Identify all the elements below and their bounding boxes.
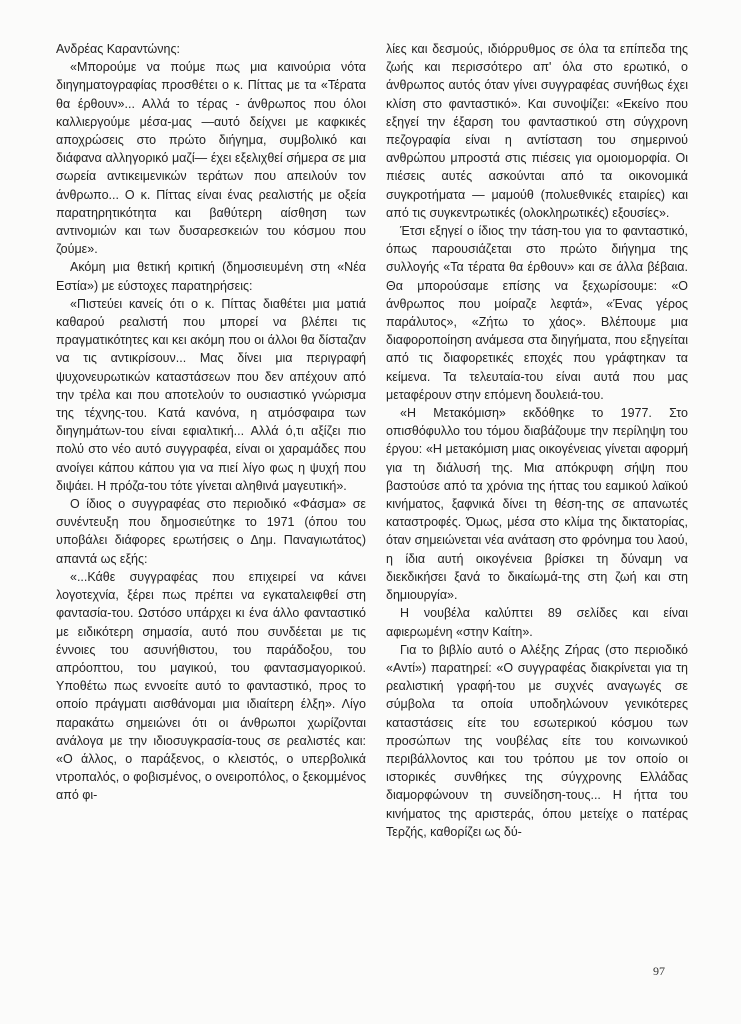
- paragraph: Ακόμη μια θετική κριτική (δημοσιευμένη στη «Νέα Εστία») με εύστοχες παρατηρήσεις:: [56, 260, 366, 293]
- page-number: 97: [653, 964, 665, 978]
- right-column: [386, 40, 688, 841]
- paragraph: «Πιστεύει κανείς ότι ο κ. Πίττας διαθέτει μια ματιά καθαρού ρεαλιστή που μπορεί να βλέπει τις πραγματικότητες και κει ακόμη που οι άλλοι θα δίσταζαν να τις αντικρίσουν... Μας δίνει μια περιγραφή ψυχονευρωτικών καταστάσεων που δεν απέχουν από την τρέλα και που αποτελούν το ουσιαστικό γνώρισμα της τέχνης-του. Κατά κανόνα, η ατμόσφαιρα των διηγημάτων-του είναι εφιαλτική... Αλλά ό,τι αξίζει πιο πολύ στο νέο αυτό συγγραφέα, είναι οι χαραμάδες που ανοίγει κάπου κάπου για να πιεί λίγο φως η ψυχή που διψάει. Η πρόζα-του τότε γίνεται αληθινά μαγευτική».: [56, 296, 366, 493]
- paragraph: Η νουβέλα καλύπτει 89 σελίδες και είναι αφιερωμένη «στην Καίτη».: [386, 606, 688, 639]
- paragraph: Έτσι εξηγεί ο ίδιος την τάση-του για το φανταστικό, όπως παρουσιάζεται στο πρώτο διήγημα της συλλογής «Τα τέρατα θα έρθουν» και σε άλλα βέβαια. Θα μπορούσαμε επίσης να ξεχωρίσουμε: «Ο άνθρωπος που μοίραζε λεφτά», «Ένας γέρος παράλυτος», «Ζήτω το χάος». Βλέπουμε μια διαφοροποίηση ανάμεσα στα διηγήματα, που εξηγείται από τις διαφορετικές εποχές που γράφτηκαν τα κείμενα. Τα τελευταία-του είναι αυτά που μας μεταφέρουν στην επόμενη δουλειά-του.: [386, 224, 688, 402]
- paragraph: «Μπορούμε να πούμε πως μια καινούρια νότα διηγηματογραφίας προσθέτει ο κ. Πίττας με τα «Τέρατα θα έρθουν»... Αλλά το τέρας - άνθρωπος που όλοι καλλιεργούμε μέσα-μας —αυτό δείχνει με καφκικές αποχρώσεις στο πρώτο διήγημα, συμβολικό και διάφανα αλληγορικό μαζί— έχει εξελιχθεί σήμερα σε μια σωρεία αντικειμενικών τεράτων που απειλούν τον άνθρωπο... Ο κ. Πίττας είναι ένας ρεαλιστής με οξεία παρατηρητικότητα και βαθύτερη αίσθηση των αντινομιών και των δυσαρεσκειών του κόσμου που ζούμε».: [56, 60, 366, 257]
- paragraph: Ο ίδιος ο συγγραφέας στο περιοδικό «Φάσμα» σε συνέντευξη που δημοσιεύτηκε το 1971 (όπου του υποβάλει διάφορες ερωτήσεις ο Δημ. Παναγιωτάτος) απαντά ως εξής:: [56, 497, 366, 566]
- left-column: [56, 40, 366, 805]
- paragraph: λίες και δεσμούς, ιδιόρρυθμος σε όλα τα επίπεδα της ζωής και περισσότερο απ' όλα στο ερωτικό, ο άνθρωπος αυτός όταν γίνει συγγραφέας συνήθως έχει κλίση στο φανταστικό». Και συνοψίζει: «Εκείνο που εξηγεί την έξαρση του φανταστικού στη σύγχρονη πεζογραφία είναι η αντίσταση του σημερινού ανθρώπου μπροστά στις πιέσεις για ομοιομορφία. Οι πιέσεις αυτές ασκούνται από τα οικονομικά συγκροτήματα — μαμούθ (πολυεθνικές εταιρίες) και από τις συγκεντρωτικές (ολοκληρωτικές) εξουσίες».: [386, 42, 688, 220]
- paragraph: «...Κάθε συγγραφέας που επιχειρεί να κάνει λογοτεχνία, ξέρει πως πρέπει να εγκαταλειφθεί στη φαντασία-του. Ωστόσο υπάρχει κι ένα άλλο φανταστικό με ειδικότερη σημασία, αυτό που συνδέεται με τις έννοιες του ασυνήθιστου, του παράδοξου, του απρόοπτου, του μαγικού, του φαντασμαγορικού. Υποθέτω πως εννοείτε αυτό το φανταστικό, προς το οποίο πράγματι αισθάνομαι μια ιδιαίτερη έλξη». Λίγο παρακάτω σημειώνει ότι οι άνθρωποι χωρίζονται ανάλογα με την ιδιοσυγκρασία-τους σε ρεαλιστές και: «Ο άλλος, ο παράξενος, ο κλειστός, ο υπερβολικά ντροπαλός, ο φοβισμένος, ο ονειροπόλος, ο ξεκομμένος από φι-: [56, 569, 366, 803]
- paragraph: «Η Μετακόμιση» εκδόθηκε το 1977. Στο οπισθόφυλλο του τόμου διαβάζουμε την περίληψη του έργου: «Η μετακόμιση μιας οικογένειας γίνεται αφορμή για τη διάλυσή της. Μια απόκρυφη σήψη που βαστούσε από τα χρόνια της ήττας του εαμικού λαϊκού κινήματος, ξαφνικά δίνει τη θέση-της σε απανωτές καταστροφές. Όμως, μέσα στο κλίμα της δικτατορίας, όταν σημειώνεται νέα ανάταση στο φρόνημα του λαού, η ίδια αυτή οικογένεια βρίσκει τη δύναμη να διεκδικήσει ξανά το δικαίωμά-της στη ζωή και στη δημιουργία».: [386, 406, 688, 603]
- paragraph: Για το βιβλίο αυτό ο Αλέξης Ζήρας (στο περιοδικό «Αντί») παρατηρεί: «Ο συγγραφέας διακρίνεται για τη ρεαλιστική γραφή-του με συχνές αναγωγές σε σύμβολα τα οποία υποδηλώνουν γενικότερες καταστάσεις είτε του εσωτερικού κόσμου των προσώπων της νουβέλας είτε του κοινωνικού περιβάλλοντος και του τρόπου με τον οποίο οι ιστορικές συνθήκες της σύγχρονης Ελλάδας διαμορφώνουν τη συνείδηση-τους... Η ήττα του κινήματος της αριστεράς, όπου μετείχε ο πατέρας Τερζής, καθορίζει ως δύ-: [386, 642, 688, 839]
- paragraph: Ανδρέας Καραντώνης:: [56, 42, 180, 56]
